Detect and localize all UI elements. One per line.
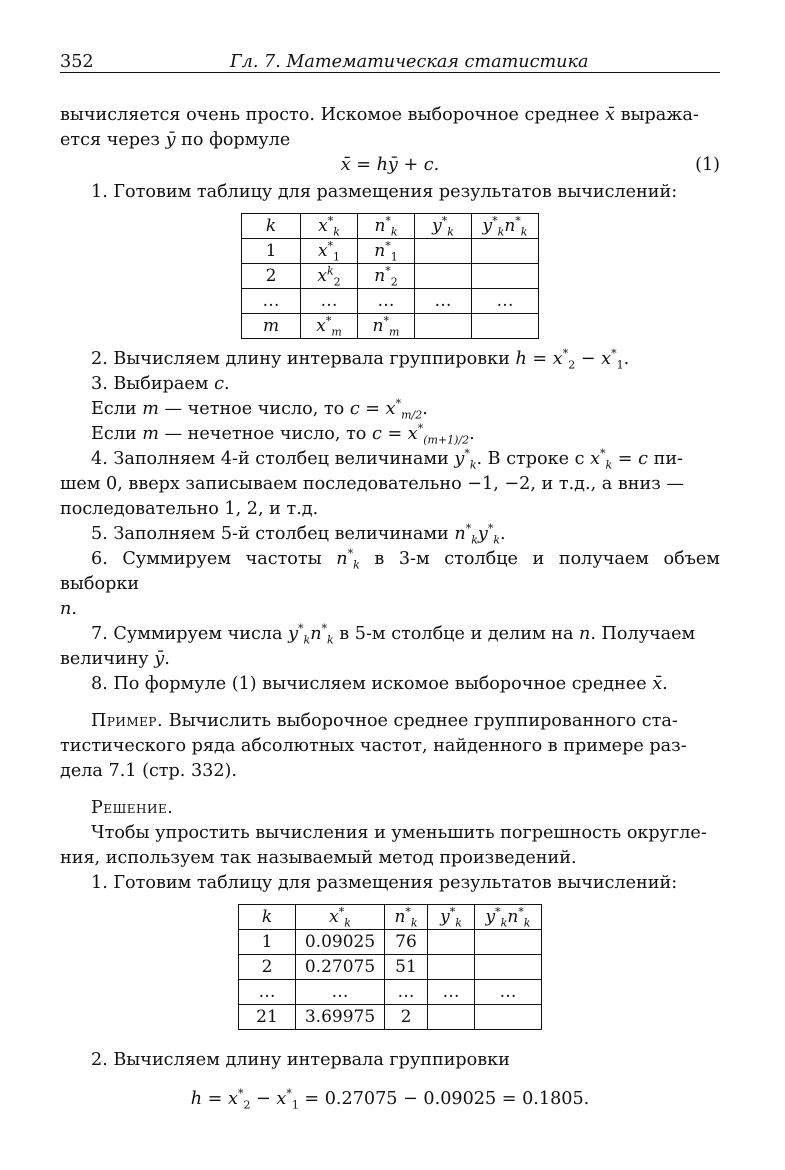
table-header-cell: $y^*_k$ — [415, 214, 472, 239]
table-cell — [415, 264, 472, 289]
table-cell: 3.69975 — [296, 1005, 385, 1030]
page-number: 352 — [60, 52, 94, 72]
table-cell — [475, 1005, 542, 1030]
solution-step-2: 2. Вычисляем длину интервала группировки — [91, 1050, 510, 1070]
table-cell — [415, 314, 472, 339]
table-cell: … — [242, 289, 301, 314]
page — [60, 42, 720, 1112]
table-cell — [475, 930, 542, 955]
table-header-cell: $x^*_k$ — [296, 905, 385, 930]
table-cell: $x^*_1$ — [301, 239, 358, 264]
example-line-3: дела 7.1 (стр. 332). — [60, 761, 238, 781]
table-cell: … — [475, 980, 542, 1005]
solution-line-2: ния, используем так называемый метод произведений. — [60, 848, 577, 868]
table-cell: $x^k_2$ — [301, 264, 358, 289]
table-header-row — [239, 905, 542, 930]
table-cell — [428, 1005, 475, 1030]
table-row — [239, 980, 542, 1005]
solution-label: Решение. — [91, 798, 174, 818]
step-a-8: 8. По формуле (1) вычисляем искомое выборочное среднее x̄. — [91, 674, 668, 694]
table-cell — [428, 955, 475, 980]
formula-1-expression: x̄ = hȳ + c. — [340, 155, 440, 175]
step-a-4-cont-2: последовательно 1, 2, и т.д. — [60, 499, 319, 519]
table-row — [239, 955, 542, 980]
step-a-7-cont: величину ȳ. — [60, 649, 170, 669]
solution-line-1: Чтобы упростить вычисления и уменьшить погрешность округле- — [91, 823, 707, 843]
table-cell: 1 — [239, 930, 296, 955]
table-cell: $n^*_m$ — [358, 314, 415, 339]
table-cell: … — [415, 289, 472, 314]
table-cell: … — [239, 980, 296, 1005]
table-cell — [472, 264, 539, 289]
table-header-cell: $y^*_kn^*_k$ — [472, 214, 539, 239]
step-a-4-cont: шем 0, вверх записываем последовательно −1, −2, и т.д., а вниз — — [60, 474, 685, 494]
step-a-3: 3. Выбираем c. — [91, 374, 230, 394]
step-a-1: 1. Готовим таблицу для размещения результатов вычислений: — [91, 182, 678, 202]
formula-h: $h = x^*_2 - x^*_1 = 0.27075 - 0.09025 = 0.1805$. — [190, 1087, 590, 1112]
table-header-cell: $y^*_kn^*_k$ — [475, 905, 542, 930]
table-cell — [472, 314, 539, 339]
example-label: Пример. — [91, 711, 164, 731]
table-header-cell: $n^*_k$ — [385, 905, 428, 930]
table-cell: m — [242, 314, 301, 339]
table-cell: … — [428, 980, 475, 1005]
table-row — [239, 1005, 542, 1030]
table-row — [242, 264, 539, 289]
solution-step-1: 1. Готовим таблицу для размещения результатов вычислений: — [91, 873, 678, 893]
table-header-cell: k — [242, 214, 301, 239]
table-cell: 21 — [239, 1005, 296, 1030]
table-cell: 0.09025 — [296, 930, 385, 955]
table-cell: 1 — [242, 239, 301, 264]
table-header-cell: $n^*_k$ — [358, 214, 415, 239]
table-cell: 76 — [385, 930, 428, 955]
step-a-4: 4. Заполняем 4-й столбец величинами $y^*_k$. В строке с $x^*_k = c$ пи- — [91, 447, 684, 472]
table-header-row — [242, 214, 539, 239]
chapter-title: Гл. 7. Математическая статистика — [230, 52, 589, 72]
step-a-5: 5. Заполняем 5-й столбец величинами $n^*_ky^*_k$. — [91, 522, 506, 547]
step-a-6-cont: n. — [60, 599, 77, 619]
example-line-2: тистического ряда абсолютных частот, найденного в примере раз- — [60, 736, 687, 756]
page-header — [60, 42, 720, 73]
table-row — [242, 239, 539, 264]
intro-line-2: ется через ȳ по формуле — [60, 130, 291, 150]
table-row — [242, 289, 539, 314]
table-cell — [472, 239, 539, 264]
table-header-cell: $x^*_k$ — [301, 214, 358, 239]
step-a-2: 2. Вычисляем длину интервала группировки $h = x^*_2 - x^*_1$. — [91, 347, 630, 372]
table-cell: … — [296, 980, 385, 1005]
table-cell: 51 — [385, 955, 428, 980]
results-table-general — [241, 213, 539, 339]
results-table-example — [238, 904, 542, 1030]
table-header-cell: $y^*_k$ — [428, 905, 475, 930]
table-cell: … — [301, 289, 358, 314]
table-cell: $n^*_1$ — [358, 239, 415, 264]
step-a-6: 6. Суммируем частоты $n^*_k$ в 3-м столбце и получаем объем выборки — [60, 547, 720, 594]
table-cell: 2 — [385, 1005, 428, 1030]
table-row — [239, 930, 542, 955]
step-a-3-odd: Если m — нечетное число, то $c = x^*_{(m+1)/2}$. — [91, 422, 475, 447]
formula-1-number: (1) — [695, 155, 720, 175]
example-line-1: Пример. Вычислить выборочное среднее группированного ста- — [91, 711, 678, 731]
table-cell — [428, 930, 475, 955]
intro-line-1: вычисляется очень просто. Искомое выборочное среднее x̄ выража- — [60, 105, 699, 125]
table-cell — [475, 955, 542, 980]
step-a-7: 7. Суммируем числа $y^*_kn^*_k$ в 5-м столбце и делим на n. Получаем — [91, 622, 696, 647]
table-cell: … — [385, 980, 428, 1005]
table-cell: 2 — [239, 955, 296, 980]
table-cell: 0.27075 — [296, 955, 385, 980]
table-cell: $n^*_2$ — [358, 264, 415, 289]
table-row — [242, 314, 539, 339]
table-cell — [415, 239, 472, 264]
step-a-3-even: Если m — четное число, то $c = x^*_{m/2}$. — [91, 397, 428, 422]
table-cell: 2 — [242, 264, 301, 289]
table-header-cell: k — [239, 905, 296, 930]
table-cell: … — [472, 289, 539, 314]
formula-1 — [60, 153, 720, 180]
table-cell: … — [358, 289, 415, 314]
table-cell: $x^*_m$ — [301, 314, 358, 339]
